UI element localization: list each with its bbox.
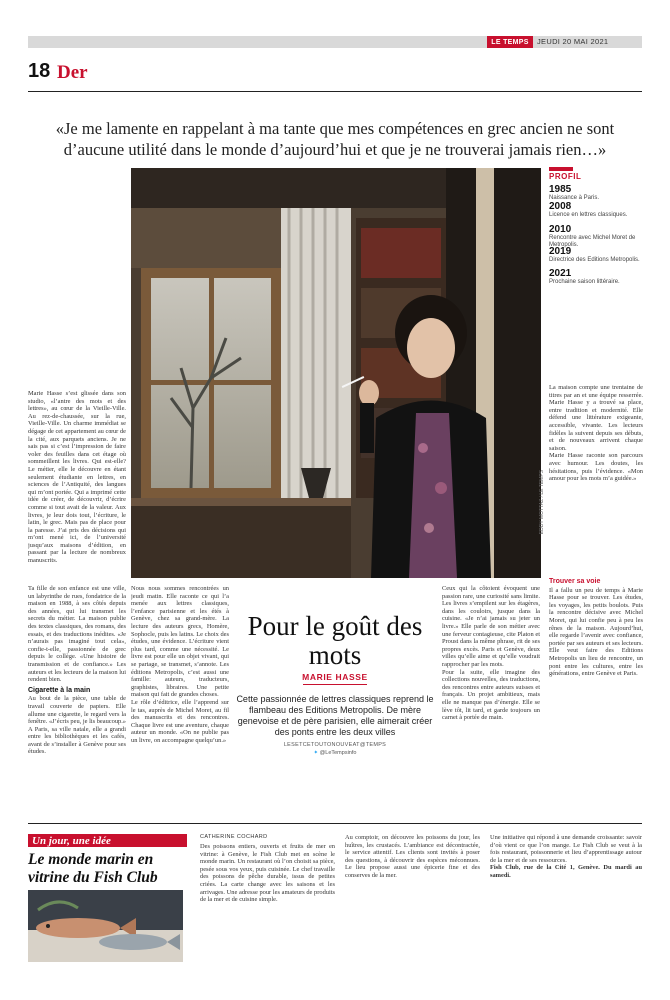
profile-year: 2019	[549, 246, 572, 257]
profile-year: 1985	[549, 184, 572, 195]
article-lede: Cette passionnée de lettres classiques reprend le flambeau des Editions Metropolis. De mère genevoise et de père parisien, elle aimerait créer des ponts entre les deux villes	[236, 694, 434, 737]
profile-text: Rencontre avec Michel Moret de Metropolis.	[549, 235, 636, 248]
profile-item	[549, 246, 643, 264]
page-number: 18	[28, 60, 51, 82]
rubric-label: Un jour, une idée	[28, 834, 187, 847]
fish-illustration	[28, 890, 183, 962]
newspaper-logo: LE TEMPS	[487, 36, 533, 48]
profile-text: Prochaine saison littéraire.	[549, 279, 620, 285]
article-text: Marie Hasse raconte son parcours avec humour. Les doutes, les hésitations, puis l’évidence. «Mon amour pour les mots m’a guidée.»	[549, 452, 643, 483]
article-text: Pour la suite, elle imagine des collections nouvelles, des traductions, des rencontres entre auteurs suisses et français. Un projet ambitieux, mais elle ne manque pas d’énergie. Elle se lève tôt, lit tard, et garde toujours un carnet à portée de main.	[442, 668, 540, 722]
rubric-text: Au comptoir, on découvre les poissons du jour, les huîtres, les crustacés. L’ambiance est décontractée, le service attentif. Les clients sont invités à poser des questions, à découvrir des espèces méconnues. Le lieu propose aussi une épicerie fine et des conserves de la mer.	[345, 834, 480, 879]
rubric-text: Une initiative qui répond à une demande croissante: savoir d’où vient ce que l’on mange. Le Fish Club se veut à la fois restaurant, poissonnerie et lieu d’apprentissage autour de la mer et de ses ressources.	[490, 834, 642, 864]
article-column-4	[442, 585, 540, 817]
rubric-column-1	[200, 843, 335, 961]
article-column-2	[131, 585, 229, 817]
article-text: Il a fallu un peu de temps à Marie Hasse pour se trouver. Les études, les voyages, les petits boulots. Puis la rencontre décisive avec Michel Moret, qui lui confie peu à peu les rênes de la maison. Aujourd’hui, elle regarde l’avenir avec confiance, portée par ses auteurs et ses lecteurs. Elle veut faire des Editions Metropolis un lieu de rencontre, un pont entre les cultures, entre les générations, entre Genève et Paris.	[549, 586, 643, 678]
section-name: Der	[57, 62, 88, 83]
header-divider	[28, 91, 642, 92]
rubric-footer: Fish Club, rue de la Cité 1, Genève. Du mardi au samedi.	[490, 864, 642, 879]
author-name: MARIE HASSE	[302, 672, 368, 682]
twitter-icon: ✦	[313, 750, 320, 756]
article-text: Ceux qui la côtoient évoquent une passion rare, une curiosité sans limite. Les livres s’empilent sur les étagères, dans les couloirs, jusque dans la cuisine. «Je n’ai jamais su jeter un livre.» Elle parle de son métier avec une ferveur contagieuse, cite Platon et Proust dans la même phrase, rit de ses propres excès. Paris et Genève, deux villes qu’elle aime et qu’elle voudrait rapprocher par les mots.	[442, 585, 540, 668]
rubric-column-3	[490, 834, 642, 961]
article-column-1	[28, 585, 126, 817]
article-column-right	[549, 384, 643, 568]
article-text: Au bout de la pièce, une table de travail couverte de papiers. Elle allume une cigarette, le regard vers la fenêtre. «J’écris peu, je lis beaucoup.» A Paris, sa ville natale, elle a grandi entre les bibliothèques et les cafés, avant de s’installer à Genève pour ses études.	[28, 695, 126, 756]
article-text: Le rôle d’éditrice, elle l’apprend sur le tas, auprès de Michel Moret, au fil des manuscrits et des rencontres. Chaque livre est une aventure, chaque auteur un monde. «On ne publie pas un livre, on accompagne quelqu’un.»	[131, 698, 229, 744]
bottom-divider	[28, 823, 642, 824]
photo-credit: EDDY MOTTAZ / LE TEMPS	[539, 470, 545, 535]
profile-text: Naissance à Paris.	[549, 195, 600, 201]
handle-text: @LeTempsinfo	[319, 750, 357, 756]
author-divider	[303, 684, 367, 685]
article-title: Pour le goût des mots	[247, 611, 423, 670]
article-text: Nous nous sommes rencontrées un jeudi matin. Elle raconte ce qui l’a menée aux lettres classiques, l’enfance parisienne et les étés à Genève, chez sa grand-mère. La lecture des auteurs grecs, Homère, Sophocle, puis les latins. Le choix des études, une évidence. L’écriture vient plus tard, comme une nécessité. Le livre est pour elle un objet vivant, qui se partage, se transmet, s’annote. Les éditions Metropolis, c’est aussi une famille: auteurs, traducteurs, graphistes, libraires. Une petite maison qui fait de grandes choses.	[131, 585, 229, 699]
article-text: Marie Hasse s’est glissée dans son studio, «l’antre des mots et des lettres», au cœur de la Vieille-Ville. Au rez-de-chaussée, sur la rue, Vieille-Ville. Un charme immédiat se dégage de cet appartement au cœur de la cité, aux parquets anciens. Je ne sais pas si c’est l’impression de faire voler des feuilles dans cet étage où sommeillent les livres. Qui est-elle? Le métier, elle le découvre en étant seulement étudiante en lettres, en sciences de l’Antiquité, des langues qui m’ont portée. Qui a imprimé cette idée de créer, de découvrir, d’écrire comme si tout avait de la valeur. Aux livres, je leur dois tout, l’écriture, le latin, le grec. Mais pas de place pour la paresse. J’ai pris des décisions qui m’ont mené ici, de l’université jusqu’aux maisons d’édition, en passant par la lecture de nombreux manuscrits.	[28, 390, 126, 565]
subheading: Trouver sa voie	[549, 578, 601, 585]
rubric-text: Des poissons entiers, ouverts et fruits de mer en vitrine: à Genève, le Fish Club met en scène le monde marin. Un restaurant où l’on choisit sa pièce, pesée sous vos yeux, puis cuisinée. Le chef travaille des poissons de pêche durable, issus de petites criées. La carte change avec les saisons et les arrivages. Une adresse pour les amateurs de produits de la mer et de cuisine simple.	[200, 843, 335, 904]
article-text: La maison compte une trentaine de titres par an et une équipe resserrée. Marie Hasse y a trouvé sa place, entre tradition et modernité. Elle défend une littérature exigeante, accessible, vivante. Les lecteurs fidèles la suivent depuis ses débuts, et de nouveaux arrivent chaque saison.	[549, 384, 643, 452]
profile-item	[549, 268, 643, 286]
article-column-left	[28, 390, 126, 578]
rubric-title: Le monde marin en vitrine du Fish Club	[28, 851, 158, 886]
profile-text: Licence en lettres classiques.	[549, 212, 628, 218]
rubric-column-2	[345, 834, 480, 961]
portrait-illustration	[131, 168, 541, 578]
pull-quote: «Je me lamente en rappelant à ma tante que mes compétences en grec ancien ne sont d’aucune utilité dans le monde d’aujourd’hui et que je ne trouverai jamais rien…»	[55, 119, 615, 159]
article-text: Ta fille de son enfance est une ville, un labyrinthe de rues, fondatrice de la maison en 1988, à ses côtés depuis des années, qui lui transmet les secrets du métier. La maison publie des textes classiques, des romans, des essais, et des traductions inédites. «Je n’aurais pas imaginé tout cela», confie-t-elle, passionnée de grec depuis le collège. «Une histoire de transmission et de confiance.» Les auteurs et les lecteurs de la maison lui rendent bien.	[28, 585, 126, 684]
fish-photo	[28, 890, 183, 962]
profile-year: 2010	[549, 224, 572, 235]
issue-date: JEUDI 20 MAI 2021	[537, 37, 609, 46]
twitter-handle	[235, 750, 435, 756]
profile-item	[549, 201, 643, 219]
article-column-5	[549, 575, 643, 817]
portrait-photo	[131, 168, 541, 578]
profile-title: PROFIL	[549, 172, 582, 181]
profile-year: 2008	[549, 201, 572, 212]
author-email: LESETCETOUTONOUVEAT@TEMPS	[283, 742, 387, 748]
profile-item	[549, 184, 643, 202]
profile-accent	[549, 167, 573, 171]
profile-year: 2021	[549, 268, 572, 279]
profile-text: Directrice des Editions Metropolis.	[549, 257, 640, 263]
subheading: Cigarette à la main	[28, 686, 91, 694]
rubric-byline: CATHERINE COCHARD	[200, 834, 268, 840]
